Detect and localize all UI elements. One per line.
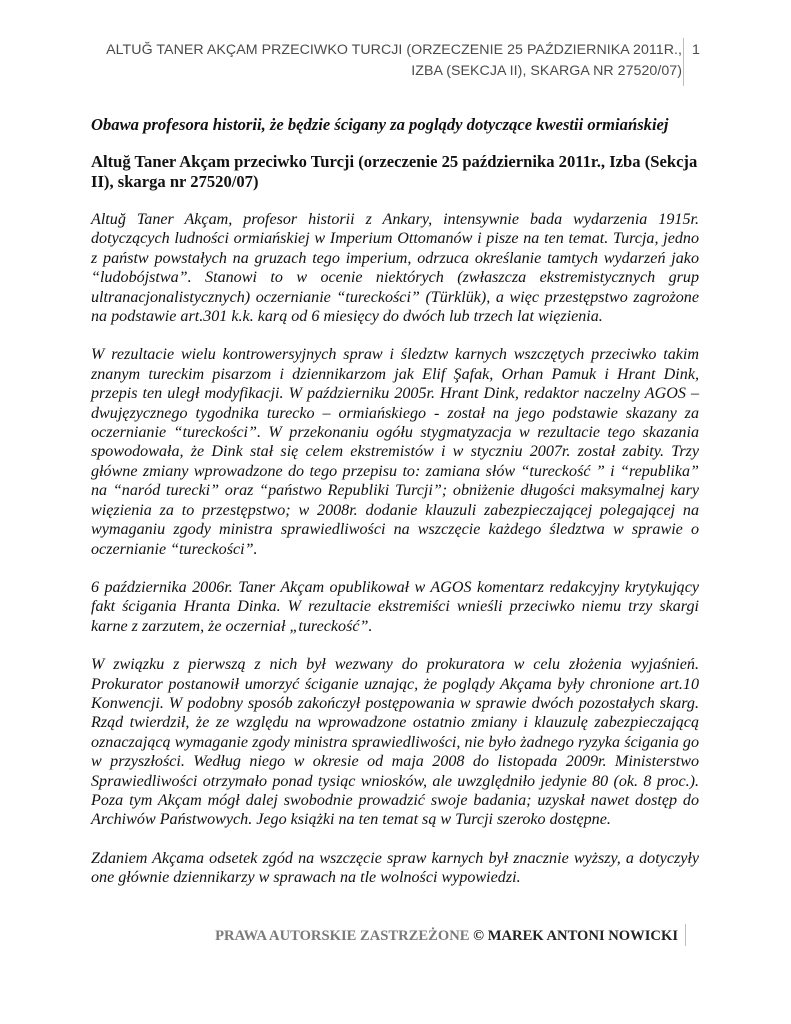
paragraph: Altuğ Taner Akçam, profesor historii z Ankary, intensywnie bada wydarzenia 1915r. dotyczących ludności ormiańskiej w Imperium Ottomanów i pisze na ten temat. Turcja, jedno z państw powstałych na gruzach tego imperium, odrzuca określanie tamtych wydarzeń jako “ludobójstwa”. Stanowi to w ocenie niektórych (zwłaszcza ekstremistycznych grup ultranacjonalistycznych) oczernianie “tureckości” (Türklük), a więc przestępstwo zagrożone na podstawie art.301 k.k. karą od 6 miesięcy do dwóch lub trzech lat więzienia. (91, 211, 699, 326)
paragraph: Zdaniem Akçama odsetek zgód na wszczęcie spraw karnych był znacznie wyższy, a dotyczyły one głównie dziennikarzy w sprawach na tle wolności wypowiedzi. (91, 849, 699, 887)
footer-divider (685, 924, 686, 946)
document-body (91, 115, 699, 907)
header-divider (683, 38, 684, 86)
document-subtitle: Obawa profesora historii, że będzie ścigany za poglądy dotyczące kwestii ormiańskiej (91, 115, 669, 134)
paragraph: W związku z pierwszą z nich był wezwany do prokuratora w celu złożenia wyjaśnień. Prokurator postanowił umorzyć ściganie uznając, że poglądy Akçama były chronione art.10 Konwencji. W podobny sposób zakończył postępowania w sprawie dwóch pozostałych skarg. Rząd twierdził, że ze względu na wprowadzone ostatnio zmiany i klauzulę zabezpieczającą oznaczającą wymaganie zgody ministra sprawiedliwości, nie było żadnego ryzyka ścigania go w przyszłości. Według niego w okresie od maja 2008 do listopada 2009r. Ministerstwo Sprawiedliwości otrzymało ponad tysiąc wniosków, ale uwzględniło jedynie 80 (ok. 8 proc.). Poza tym Akçam mógł dalej swobodnie prowadzić swoje badania; uzyskał nawet dostęp do Archiwów Państwowych. Jego książki na ten temat są w Turcji szeroko dostępne. (91, 656, 699, 829)
running-header: ALTUĞ TANER AKÇAM PRZECIWKO TURCJI (ORZECZENIE 25 PAŹDZIERNIKA 2011R., IZBA (SEKCJA II), SKARGA NR 27520/07) (106, 42, 682, 79)
copyright-symbol: © (473, 928, 485, 944)
copyright-footer (198, 927, 678, 945)
document-title: Altuğ Taner Akçam przeciwko Turcji (orzeczenie 25 października 2011r., Izba (Sekcja II), skarga nr 27520/07) (91, 152, 698, 191)
copyright-author: MAREK ANTONI NOWICKI (487, 928, 678, 944)
copyright-label: PRAWA AUTORSKIE ZASTRZEŻONE (215, 928, 470, 944)
paragraph: W rezultacie wielu kontrowersyjnych spraw i śledztw karnych wszczętych przeciwko takim znanym tureckim pisarzom i dziennikarzom jak Elif Şafak, Orhan Pamuk i Hrant Dink, przepis ten uległ modyfikacji. W październiku 2005r. Hrant Dink, redaktor naczelny AGOS – dwujęzycznego tygodnika turecko – ormiańskiego - został na jego podstawie skazany za oczernianie “tureckości”. W przekonaniu ogółu stygmatyzacja w rezultacie tego skazania spowodowała, że Dink stał się celem ekstremistów i w styczniu 2007r. został zabity. Trzy główne zmiany wprowadzone do tego przepisu to: zamiana słów “tureckość ” i “republika” na “naród turecki” oraz “państwo Republiki Turcji”; obniżenie długości maksymalnej kary więzienia za to przestępstwo; w 2008r. dodanie klauzuli zabezpieczającej polegającej na wymaganiu zgody ministra sprawiedliwości na wszczęcie każdego śledztwa w sprawie o oczernianie “tureckości”. (91, 346, 699, 558)
paragraph: 6 października 2006r. Taner Akçam opublikował w AGOS komentarz redakcyjny krytykujący fakt ścigania Hranta Dinka. W rezultacie ekstremiści wnieśli przeciwko niemu trzy skargi karne z zarzutem, że oczerniał „tureckość”. (91, 578, 699, 635)
page-number: 1 (692, 42, 700, 58)
